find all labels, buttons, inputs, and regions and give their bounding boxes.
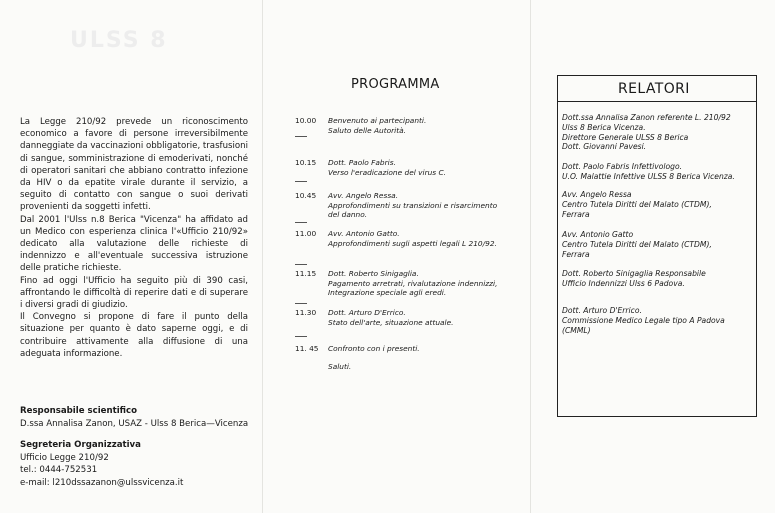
segreteria-tel: tel.: 0444-752531 bbox=[20, 465, 98, 476]
responsabile-line: D.ssa Annalisa Zanon, USAZ - Ulss 8 Berica—Vicenza bbox=[20, 418, 249, 429]
relatore-line: Ufficio Indennizzi Ulss 6 Padova. bbox=[562, 278, 685, 288]
relatore-line: U.O. Malattie Infettive ULSS 8 Berica Vicenza. bbox=[562, 171, 735, 181]
relatore-line: Centro Tutela Diritti del Malato (CTDM), bbox=[562, 239, 712, 249]
relatore-entry bbox=[562, 190, 757, 219]
programma-text bbox=[328, 344, 528, 354]
intro-paragraph-2: Dal 2001 l'Ulss n.8 Berica "Vicenza" ha affidato ad un Medico con esperienza clinica l'«Ufficio 210/92» dedicato alla valutazione delle richieste di indennizzo e all'eventuale successiva istruzione delle pratiche richieste. bbox=[20, 214, 248, 274]
programma-line: Dott. Arturo D'Errico. bbox=[328, 308, 406, 317]
programma-time: 11.30 bbox=[295, 308, 317, 317]
programma-title: PROGRAMMA bbox=[351, 77, 440, 92]
programma-line: Benvenuto ai partecipanti. bbox=[328, 116, 427, 125]
programma-time: 11.00 bbox=[295, 229, 317, 238]
programma-line: Approfondimenti sugli aspetti legali L 210/92. bbox=[328, 238, 497, 248]
programma-text bbox=[328, 362, 528, 372]
programma-line: Verso l'eradicazione del virus C. bbox=[328, 167, 447, 177]
relatore-line: Avv. Angelo Ressa bbox=[562, 190, 632, 199]
programma-separator bbox=[295, 264, 307, 265]
intro-paragraph-1: La Legge 210/92 prevede un riconoscimento economico a favore di persone irreversibilmente danneggiate da vaccinazioni obbligatorie, trasfusioni di sangue, somministrazione di emoderivati, nonché di operatori sanitari che abbiano contratto infezione da HIV o da epatite virale durante il servizio, a seguito di contatto con sangue o suoi derivati provenienti da soggetti infetti. bbox=[20, 117, 248, 213]
relatore-line: (CMML) bbox=[562, 325, 591, 335]
relatore-entry bbox=[562, 269, 757, 289]
programma-line: Confronto con i presenti. bbox=[328, 344, 420, 353]
programma-line: Dott. Roberto Sinigaglia. bbox=[328, 269, 419, 278]
programma-line: Stato dell'arte, situazione attuale. bbox=[328, 317, 454, 327]
programma-separator bbox=[295, 222, 307, 223]
responsabile-heading: Responsabile scientifico bbox=[20, 406, 138, 416]
relatore-line: Direttore Generale ULSS 8 Berica bbox=[562, 132, 689, 142]
faded-logo: ULSS 8 bbox=[70, 28, 168, 53]
segreteria-heading: Segreteria Organizzativa bbox=[20, 440, 141, 450]
relatore-line: Ferrara bbox=[562, 209, 590, 219]
programma-text bbox=[328, 308, 528, 327]
relatori-divider bbox=[557, 101, 757, 102]
programma-separator bbox=[295, 336, 307, 337]
programma-line: Saluti. bbox=[328, 362, 352, 371]
relatore-line: Dott. Roberto Sinigaglia Responsabile bbox=[562, 269, 706, 278]
programma-text bbox=[328, 229, 528, 248]
programma-time: 11. 45 bbox=[295, 344, 319, 353]
programma-separator bbox=[295, 181, 307, 182]
relatore-line: Avv. Antonio Gatto bbox=[562, 230, 634, 239]
relatore-entry bbox=[562, 306, 757, 335]
programma-text bbox=[328, 158, 528, 177]
programma-time: 10.45 bbox=[295, 191, 317, 200]
relatore-line: Commissione Medico Legale tipo A Padova bbox=[562, 315, 725, 325]
programma-line: Avv. Angelo Ressa. bbox=[328, 191, 399, 200]
relatore-entry bbox=[562, 230, 757, 259]
programma-line: Dott. Paolo Fabris. bbox=[328, 158, 396, 167]
programma-separator bbox=[295, 136, 307, 137]
relatore-line: Dott. Giovanni Pavesi. bbox=[562, 142, 647, 152]
programma-text bbox=[328, 269, 528, 298]
programma-line: Pagamento arretrati, rivalutazione indennizzi, bbox=[328, 278, 498, 288]
right-fold-line bbox=[530, 0, 531, 513]
programma-time: 10.15 bbox=[295, 158, 317, 167]
left-fold-line bbox=[262, 0, 263, 513]
relatore-line: Dott. Arturo D'Errico. bbox=[562, 306, 642, 315]
segreteria-office: Ufficio Legge 210/92 bbox=[20, 452, 109, 463]
relatore-entry bbox=[562, 162, 757, 182]
relatore-line: Dott.ssa Annalisa Zanon referente L. 210/92 bbox=[562, 113, 731, 122]
programma-text bbox=[328, 191, 528, 220]
programma-line: Saluto delle Autorità. bbox=[328, 125, 406, 135]
programma-line: del danno. bbox=[328, 210, 368, 220]
programma-text bbox=[328, 116, 528, 135]
intro-paragraph-3: Fino ad oggi l'Ufficio ha seguito più di 390 casi, affrontando le difficoltà di reperire dati e di superare i diversi gradi di giudizio. bbox=[20, 275, 248, 311]
programma-line: Approfondimenti su transizioni e risarcimento bbox=[328, 200, 498, 210]
programma-line: Integrazione speciale agli eredi. bbox=[328, 288, 447, 298]
relatori-title: RELATORI bbox=[618, 81, 690, 97]
programma-line: Avv. Antonio Gatto. bbox=[328, 229, 400, 238]
relatore-line: Ulss 8 Berica Vicenza. bbox=[562, 122, 646, 132]
relatore-line: Dott. Paolo Fabris Infettivologo. bbox=[562, 162, 683, 171]
relatore-line: Ferrara bbox=[562, 249, 590, 259]
segreteria-block bbox=[20, 439, 260, 489]
intro-text bbox=[20, 116, 248, 360]
programma-time: 10.00 bbox=[295, 116, 317, 125]
relatore-line: Centro Tutela Diritti del Malato (CTDM), bbox=[562, 199, 712, 209]
programma-time: 11.15 bbox=[295, 269, 317, 278]
relatore-entry bbox=[562, 113, 757, 152]
responsabile-block bbox=[20, 405, 260, 430]
segreteria-email[interactable]: e-mail: l210dssazanon@ulssvicenza.it bbox=[20, 477, 184, 488]
programma-separator bbox=[295, 303, 307, 304]
intro-paragraph-4: Il Convegno si propone di fare il punto della situazione per quanto è dato saperne oggi, e di contribuire attivamente alla diffusione di una adeguata informazione. bbox=[20, 312, 248, 359]
